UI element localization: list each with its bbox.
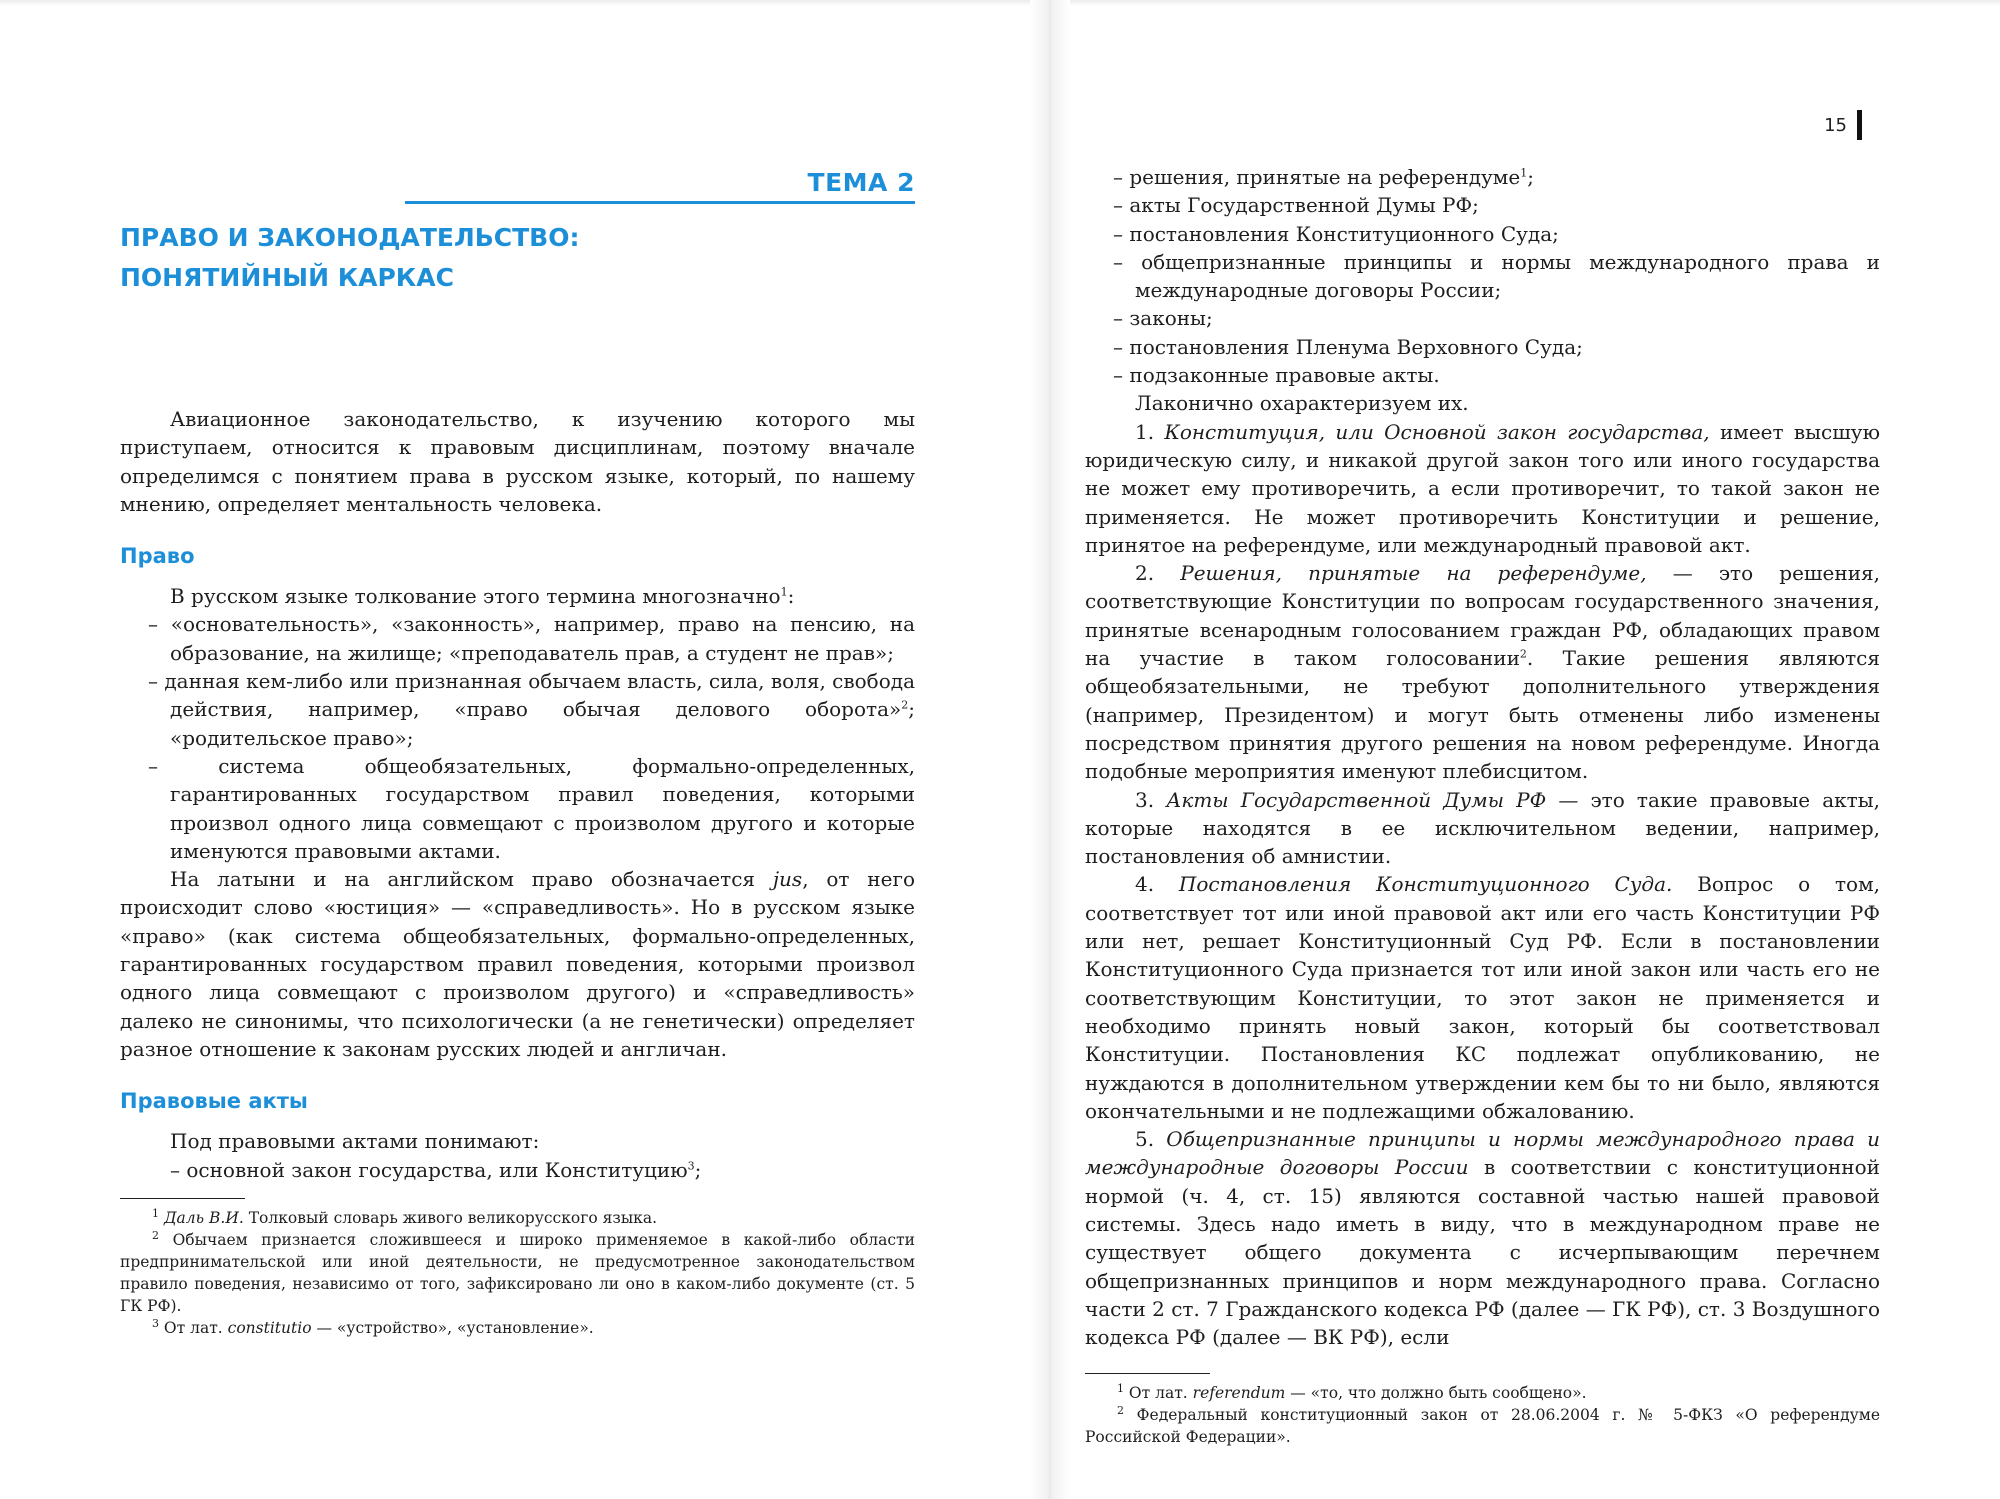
- right-body: [1085, 163, 1880, 1448]
- legal-acts-list-item: – основной закон государства, или Конституцию$^3$;: [170, 1157, 702, 1182]
- chapter-title-line1: ПРАВО И ЗАКОНОДАТЕЛЬСТВО:: [120, 223, 580, 252]
- pravo-paragraph-2: На латыни и на английском право обозначается jus, от него происходит слово «юстиция» — «справедливость». Но в русском языке «право» (как система общеобязательных, формально-определенных, гарантированных государством правил поведения, которыми произвол одного лица совмещают с произволом другого) и «справедливость» далеко не синонимы, что психологически (а не генетически) определяет разное отношение к законам русских людей и англичан.: [120, 867, 915, 1061]
- lead-sentence: Лаконично охарактеризуем их.: [1135, 391, 1469, 416]
- left-body: [120, 405, 915, 1339]
- paragraph-duma-acts: 3. Акты Государственной Думы РФ — это такие правовые акты, которые находятся в ее исключительном ведении, например, постановления об амнистии.: [1085, 787, 1881, 869]
- footnote-3: $^3$ От лат. constitutio — «устройство», «установление».: [152, 1316, 594, 1337]
- pravo-list-item: – данная кем-либо или признанная обычаем власть, сила, воля, свобода действия, например, «право обычая делового оборота»$^2$; «родительское право»;: [148, 669, 915, 750]
- footnote-2: $^2$ Федеральный конституционный закон от 28.06.2004 г. № 5-ФКЗ «О референдуме Российской Федерации».: [1085, 1404, 1880, 1447]
- section-heading-pravo: Право: [120, 544, 195, 569]
- paragraph-referendum: 2. Решения, принятые на референдуме, — это решения, соответствующие Конституции по вопросам государственного значения, принятые всенародным голосованием граждан РФ, обладающих правом на участие в таком голосовании$^2$. Такие решения являются общеобязательными, не требуют дополнительного утверждения (например, Президентом) и могут быть отменены либо изменены посредством принятия другого решения на новом референдуме. Иногда подобные мероприятия именуют плебисцитом.: [1085, 561, 1880, 784]
- acts-list-item: – решения, принятые на референдуме$^1$;: [1113, 165, 1534, 189]
- paragraph-constitution: 1. Конституция, или Основной закон государства, имеет высшую юридическую силу, и никакой другой закон того или иного государства не может ему противоречить, а если противоречит, то такой закон не применяется. Не может противоречить Конституции и решение, принятое на референдуме, или международный правовой акт.: [1085, 419, 1880, 557]
- footnote-2: $^2$ Обычаем признается сложившееся и широко применяемое в какой-либо области предпринимательской или иной деятельности, не предусмотренное законодательством правило поведения, независимо от того, зафиксировано ли оно в каком-либо документе (ст. 5 ГК РФ).: [120, 1228, 915, 1315]
- footnote-1: $^1$ От лат. referendum — «то, что должно быть сообщено».: [1117, 1382, 1587, 1403]
- footnote-rule: [1085, 1373, 1210, 1374]
- acts-list-item: – общепризнанные принципы и нормы международного права и международные договоры России;: [1113, 249, 1880, 303]
- acts-list-item: – акты Государственной Думы РФ;: [1113, 193, 1479, 218]
- paragraph-constitutional-court: 4. Постановления Конституционного Суда. Вопрос о том, соответствует тот или иной правовой акт или его часть Конституции РФ или нет, решает Конституционный Суд РФ. Если в постановлении Конституционного Суда признается тот или иной закон или часть его не соответствующим Конституции, то этот закон не применяется и необходимо принять новый закон, который бы соответствовал Конституции. Постановления КС подлежат опубликованию, не нуждаются в дополнительном утверждении кем бы то ни было, являются окончательными и не подлежащими обжалованию.: [1085, 872, 1880, 1123]
- pravo-paragraph-1: В русском языке толкование этого термина многозначно$^1$:: [170, 584, 795, 609]
- paragraph-international-law: 5. Общепризнанные принципы и нормы международного права и международные договоры России в соответствии с конституционной нормой (ч. 4, ст. 15) являются составной частью нашей правовой системы. Здесь надо иметь в виду, что в международном праве не существует общего документа с исчерпывающим перечнем общепризнанных принципов и норм международного права. Согласно части 2 ст. 7 Гражданского кодекса РФ (далее — ГК РФ), ст. 3 Воздушного кодекса РФ (далее — ВК РФ), если: [1085, 1127, 1880, 1350]
- acts-list-item: – постановления Конституционного Суда;: [1113, 221, 1559, 246]
- page-number: [1824, 110, 1862, 140]
- book-gutter: [1030, 0, 1070, 1499]
- acts-list-item: – подзаконные правовые акты.: [1113, 363, 1440, 388]
- pravo-list-item: – «основательность», «законность», например, право на пенсию, на образование, на жилище; «преподаватель прав, а студент не прав»;: [148, 612, 915, 665]
- right-page: [1085, 0, 1880, 1499]
- chapter-title-line2: ПОНЯТИЙНЫЙ КАРКАС: [120, 263, 454, 292]
- chapter-title: [120, 218, 820, 298]
- pravo-list-item: – система общеобязательных, формально-определенных, гарантированных государством правил поведения, которыми произвол одного лица совмещают с произволом другого и которые именуются правовыми актами.: [148, 753, 915, 863]
- legal-acts-paragraph: Под правовыми актами понимают:: [170, 1129, 540, 1154]
- footnote-1: $^1$ Даль В.И. Толковый словарь живого великорусского языка.: [152, 1206, 658, 1227]
- theme-heading: ТЕМА 2: [405, 168, 915, 204]
- page-number-bar: [1857, 110, 1862, 140]
- section-heading-legal-acts: Правовые акты: [120, 1089, 308, 1114]
- page-number-text: 15: [1824, 114, 1847, 136]
- acts-list-item: – постановления Пленума Верховного Суда;: [1113, 334, 1583, 359]
- intro-paragraph: Авиационное законодательство, к изучению которого мы приступаем, относится к правовым дисциплинам, поэтому вначале определимся с понятием права в русском языке, который, по нашему мнению, определяет ментальность человека.: [120, 407, 915, 516]
- footnote-rule: [120, 1198, 245, 1199]
- left-page: [120, 0, 915, 1499]
- acts-list-item: – законы;: [1113, 306, 1213, 331]
